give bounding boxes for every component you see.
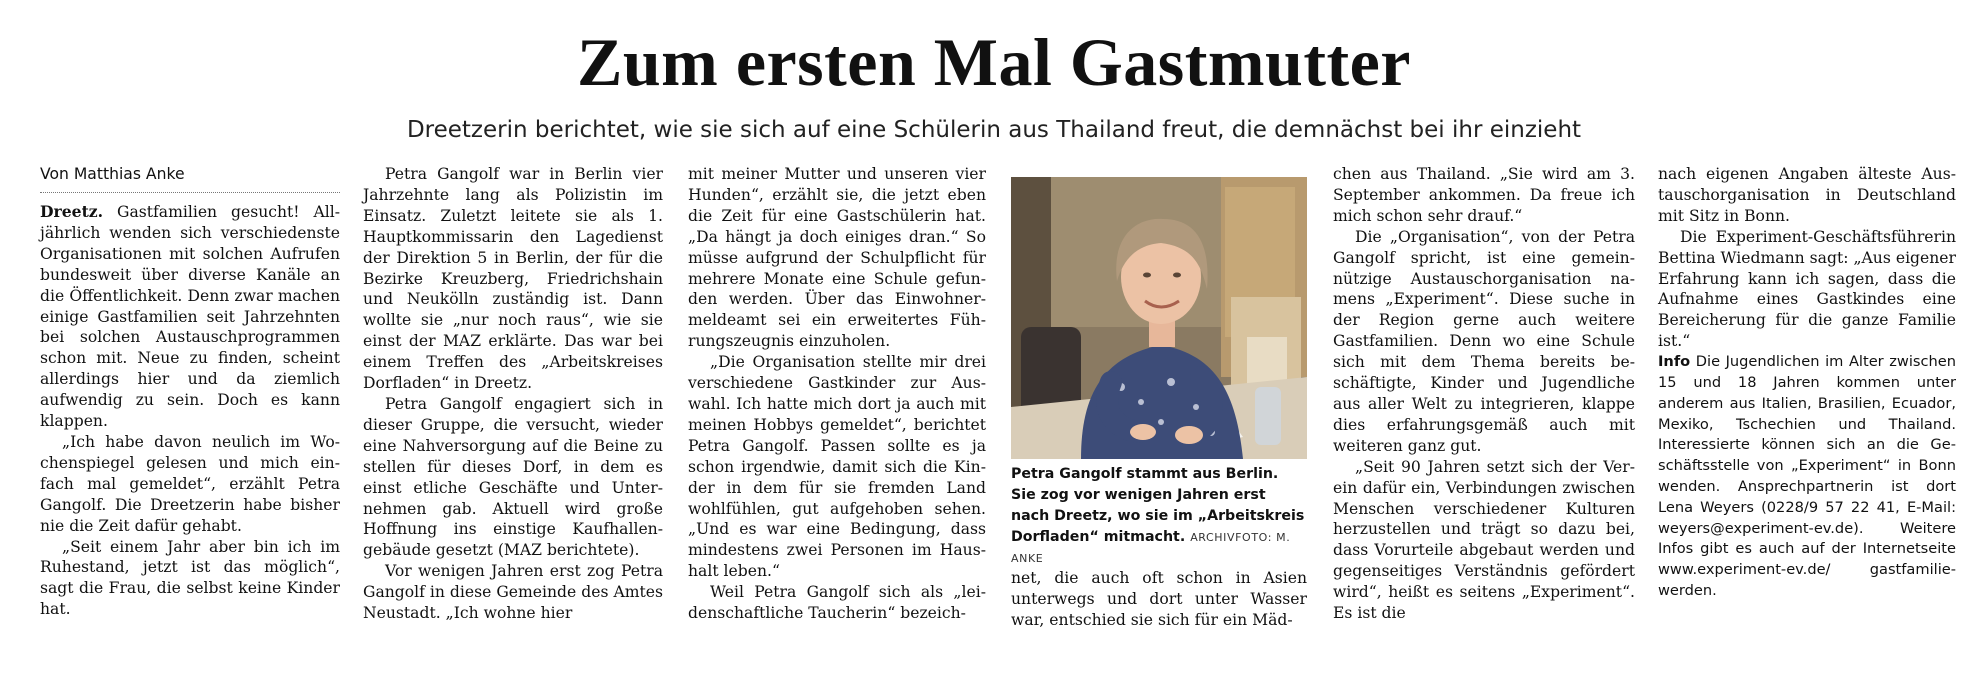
paragraph: net, die auch oft schon in Asien unterwegs und dort unter Wasser war, entschied sie sich für ein Mäd-	[1011, 569, 1307, 629]
paragraph: „Ich habe davon neulich im Wochenspiegel gelesen und mich einfach mal gemeldet“, erzählt Petra Gangolf. Die Dreetzerin habe bisher nie die Zeit dafür gehabt.	[40, 432, 340, 535]
paragraph: Weil Petra Gangolf sich als „leidenschaftliche Taucherin“ bezeich-	[688, 583, 986, 623]
photo-block	[1011, 177, 1307, 569]
article-column-1	[40, 164, 340, 620]
info-label: Info	[1658, 353, 1691, 371]
info-text: Die Jugendlichen im Alter zwischen 15 und 18 Jahren kommen unter anderem aus Italien, Brasilien, Ecuador, Mexiko, Tschechien und Thailand. Interessierte können sich an die Geschäftsstelle von „Experiment“ in Bonn wenden. Ansprechpartnerin ist dort Lena Weyers (0228/9 57 22 41, E-Mail: weyers@experiment-ev.de). Weitere Infos gibt es auch auf der Internetseite www.experiment-ev.de/ gastfamilie-werden.	[1658, 353, 1957, 599]
article-column-5	[1333, 164, 1635, 624]
paragraph: Die „Organisation“, von der Petra Gangolf spricht, ist eine gemeinnützige Austauschorganisation namens „Experiment“. Diese suche in der Region gerne auch weitere Gastfamilien. Denn wo eine Schule sich mit dem Thema bereits beschäftigte, Kinder und Jugendliche aus aller Welt zu integrieren, klappe dies erfahrungsgemäß auch mit weiteren ganz gut.	[1333, 227, 1635, 455]
article-column-4	[1011, 568, 1307, 631]
dateline: Dreetz.	[40, 202, 104, 221]
article-column-2	[363, 164, 663, 624]
paragraph: chen aus Thailand. „Sie wird am 3. September ankommen. Da freue ich mich schon sehr drauf.“	[1333, 165, 1635, 225]
photo-caption-text: Petra Gangolf stammt aus Berlin. Sie zog vor wenigen Jahren erst nach Dreetz, wo sie im „Arbeitskreis Dorfladen“ mitmacht.	[1011, 466, 1305, 545]
headline: Zum ersten Mal Gastmutter	[577, 24, 1411, 100]
paragraph	[40, 202, 340, 432]
paragraph: nach eigenen Angaben älteste Austauschorganisation in Deutschland mit Sitz in Bonn.	[1658, 165, 1956, 225]
subheadline: Dreetzerin berichtet, wie sie sich auf eine Schülerin aus Thailand freut, die demnächst bei ihr einzieht	[406, 117, 1582, 143]
article-column-6	[1658, 164, 1956, 602]
byline: Von Matthias Anke	[40, 164, 340, 193]
info-box	[1658, 352, 1956, 602]
paragraph: mit meiner Mutter und unseren vier Hunden“, erzählt sie, die jetzt eben die Zeit für eine Gastschülerin hat. „Da hängt ja doch einiges dran.“ So müsse aufgrund der Schulpflicht für mehrere Monate eine Schule gefunden werden. Über das Einwohnermeldeamt sei ein erweitertes Führungszeugnis einzuholen.	[688, 165, 986, 351]
article-column-3	[688, 164, 986, 624]
paragraph: Die Experiment-Geschäftsführerin Bettina Wiedmann sagt: „Aus eigener Erfahrung kann ich sagen, dass die Aufnahme eines Gastkindes eine Bereicherung für die ganze Familie ist.“	[1658, 227, 1956, 351]
paragraph: Petra Gangolf engagiert sich in dieser Gruppe, die versucht, wieder eine Nahversorgung auf die Beine zu stellen für dieses Dorf, in dem es einst etliche Geschäfte und Unternehmen gab. Aktuell wird große Hoffnung ins einstige Kaufhallengebäude gesetzt (MAZ berichtete).	[363, 394, 663, 560]
paragraph: Vor wenigen Jahren erst zog Petra Gangolf in diese Gemeinde des Amtes Neustadt. „Ich wohne hier	[363, 562, 663, 623]
paragraph: Petra Gangolf war in Berlin vier Jahrzehnte lang als Polizistin im Einsatz. Zuletzt leitete sie als 1. Hauptkommissarin den Lagedienst der Direktion 5 in Berlin, der für die Bezirke Kreuzberg, Friedrichshain und Neukölln zuständig ist. Dann wollte sie „nur noch raus“, wie sie einst der MAZ erklärte. Das war bei einem Treffen des „Arbeitskreises Dorfladen“ in Dreetz.	[363, 165, 663, 393]
article-photo	[1011, 177, 1307, 459]
paragraph-text: Gastfamilien gesucht! Alljährlich wenden sich verschiedenste Organisationen mit solchen Aufrufen bundesweit über diverse Kanäle an die Öffentlichkeit. Denn zwar machen einige Gastfamilien seit Jahrzehnten bei solchen Austauschprogrammen schon mit. Neue zu finden, scheint allerdings hier und da ziemlich aufwendig zu sein. Doch es kann klappen.	[40, 203, 340, 431]
paragraph: „Seit einem Jahr aber bin ich im Ruhestand, jetzt ist das möglich“, sagt die Frau, die selbst keine Kinder hat.	[40, 537, 340, 619]
photo-caption	[1011, 464, 1307, 569]
photo-credit: ARCHIVFOTO: M. ANKE	[1011, 531, 1291, 565]
paragraph: „Seit 90 Jahren setzt sich der Verein dafür ein, Verbindungen zwischen Menschen verschiedener Kulturen herzustellen und trägt so dazu bei, dass Vorurteile abgebaut werden und gegenseitiges Verständnis gefördert wird“, heißt es seitens „Experiment“. Es ist die	[1333, 457, 1635, 623]
paragraph: „Die Organisation stellte mir drei verschiedene Gastkinder zur Auswahl. Ich hatte mich dort ja auch mit meinen Hobbys gemeldet“, berichtet Petra Gangolf. Passen sollte es ja schon irgendwie, damit sich die Kinder in dem für sie fremden Land wohlfühlen, gut aufgehoben sehen. „Und es war eine Bedingung, dass mindestens zwei Personen im Haushalt leben.“	[688, 353, 986, 581]
